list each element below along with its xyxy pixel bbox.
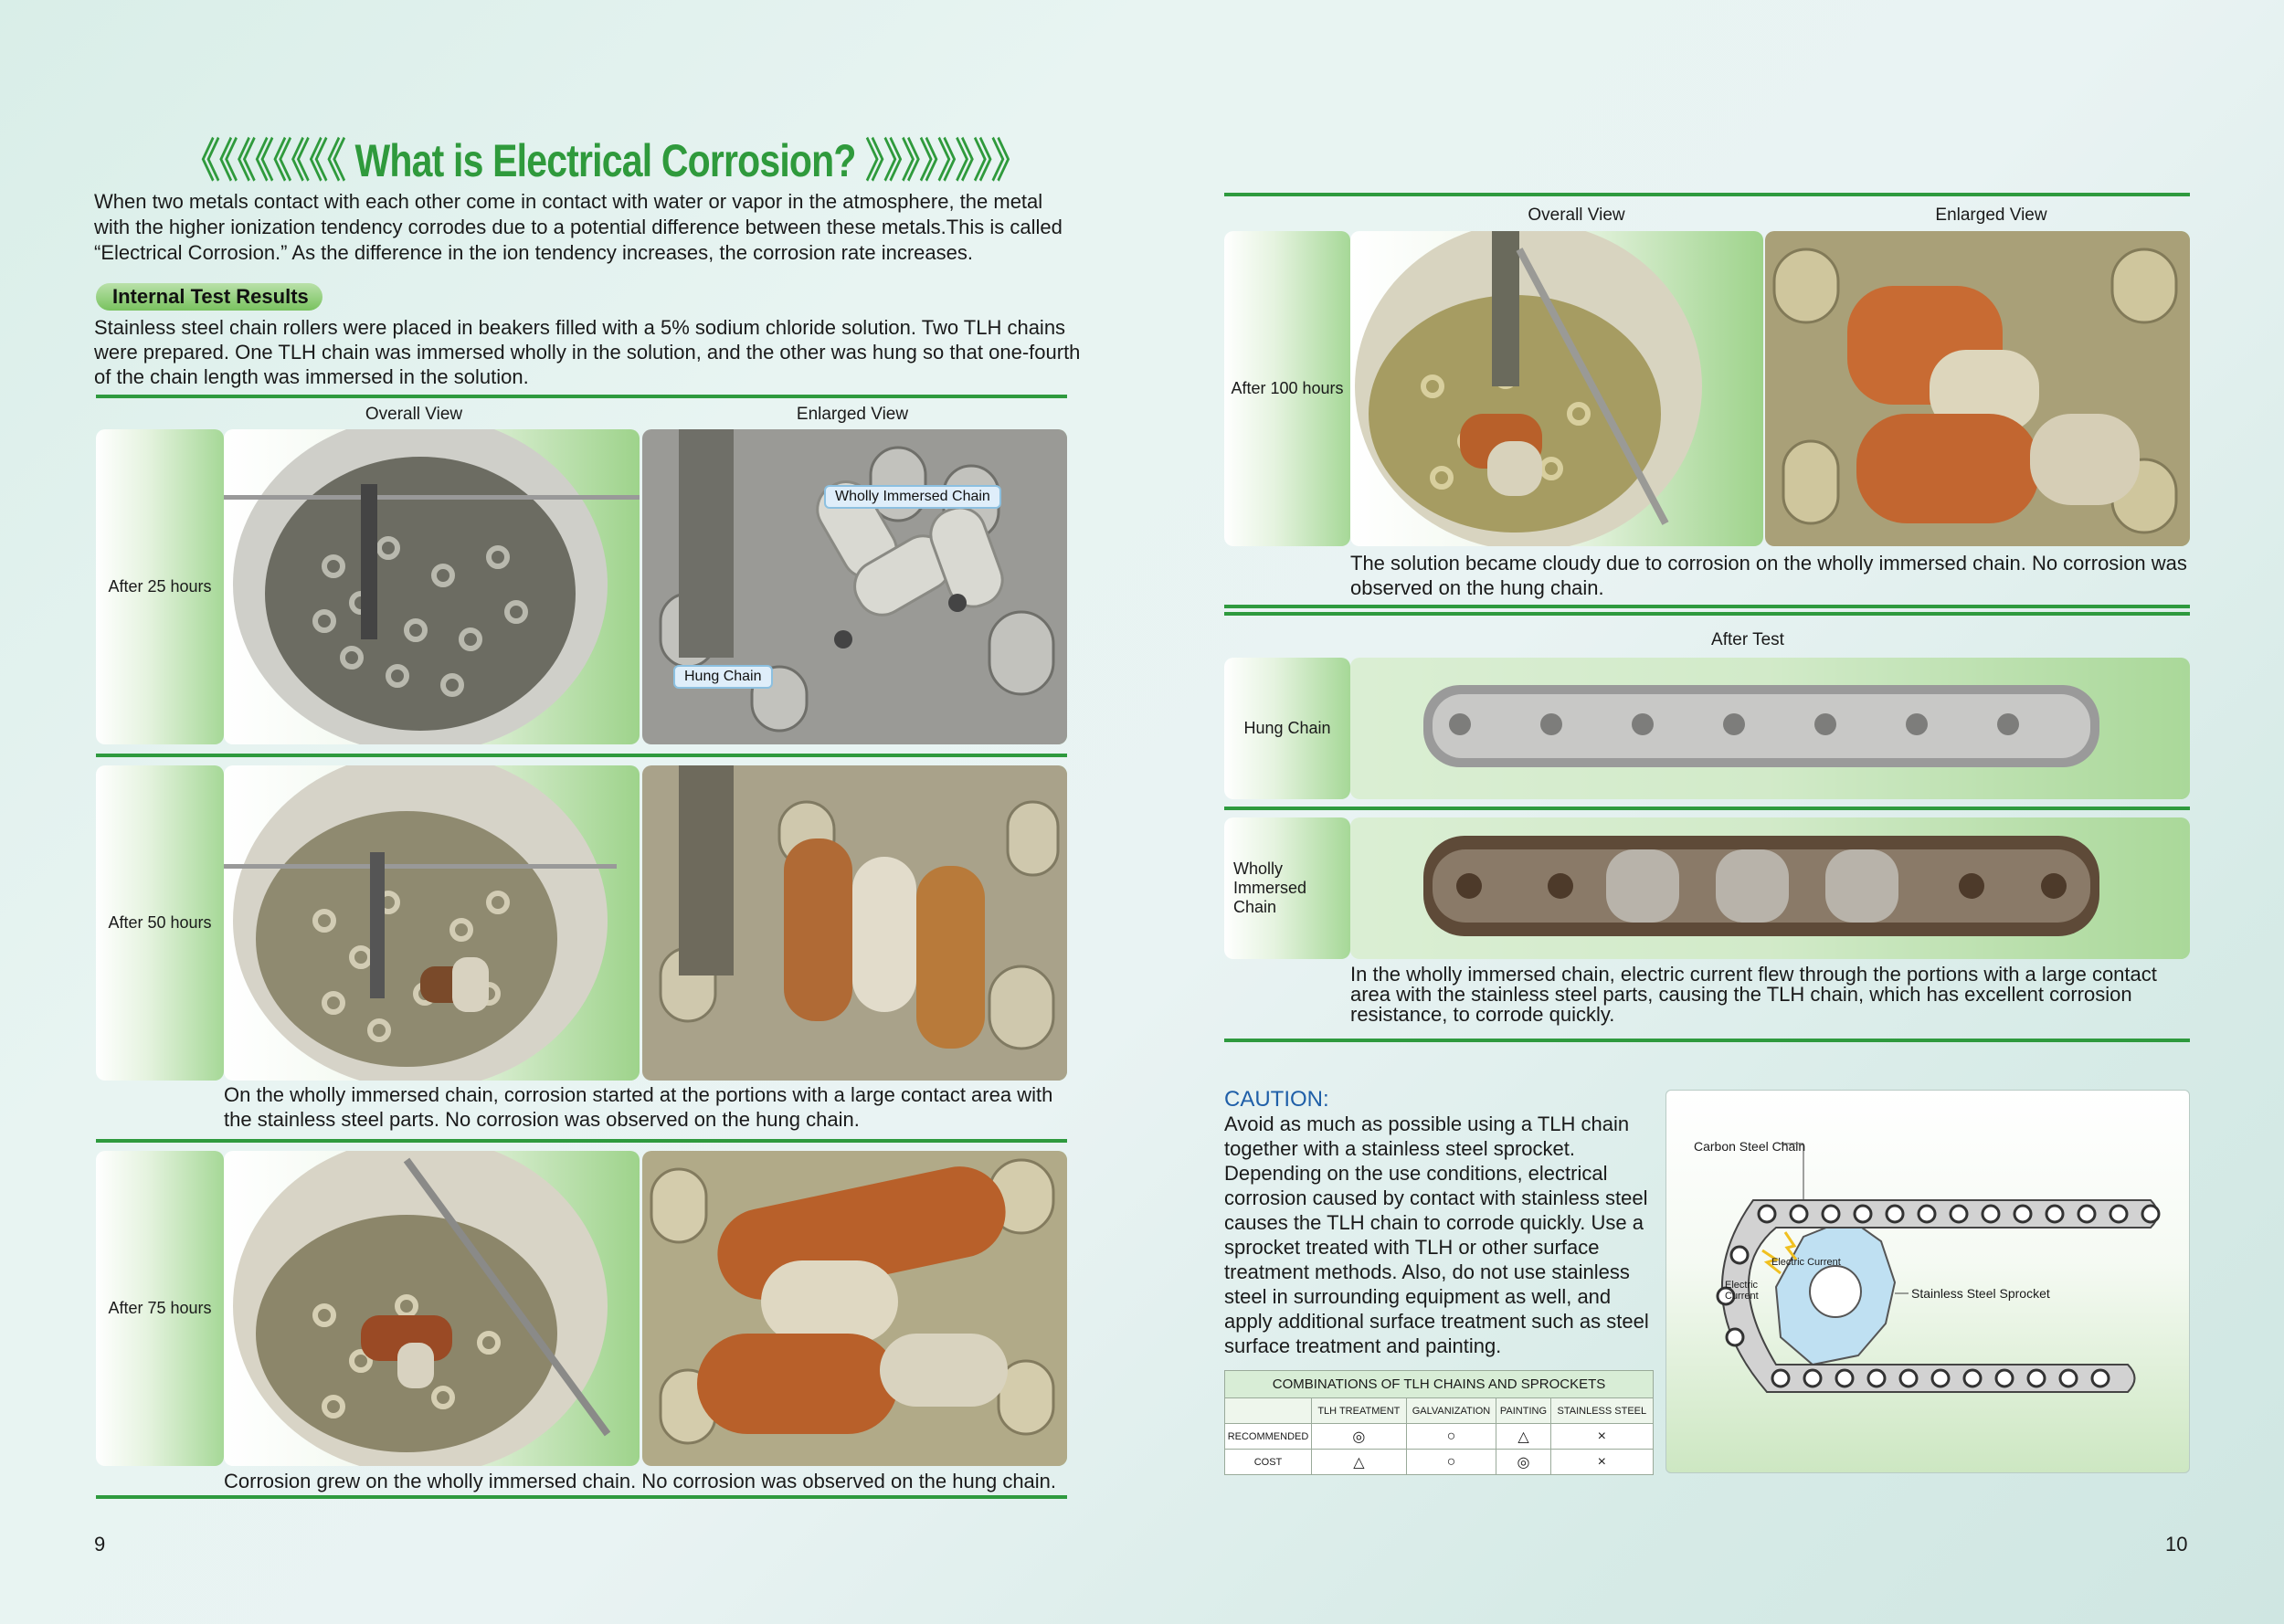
photo-overall-75h: [224, 1151, 640, 1466]
table-cell: ◎: [1496, 1450, 1550, 1475]
photo-enlarged-100h: [1765, 231, 2190, 546]
page-title: 《《《《《《《《 What is Electrical Corrosion? 》》》》》》》》: [183, 135, 1029, 186]
chain-sprocket-diagram: [1665, 1090, 2190, 1473]
photo-enlarged-50h: [642, 765, 1067, 1081]
row-label: RECOMMENDED: [1225, 1424, 1312, 1450]
label-stainless-sprocket: Stainless Steel Sprocket: [1911, 1286, 2050, 1301]
photo-hung-chain: [1350, 658, 2190, 799]
table-cell: ×: [1550, 1424, 1653, 1450]
divider: [96, 395, 1067, 398]
divider: [1224, 1039, 2190, 1042]
row-label-wholly-immersed: Wholly Immersed Chain: [1224, 817, 1350, 959]
caption-100h: The solution became cloudy due to corrosion on the wholly immersed chain. No corrosion was observed on the hung chain.: [1350, 552, 2187, 599]
after-test-heading: After Test: [1711, 630, 1784, 649]
photo-overall-25h: [224, 429, 640, 744]
table-row: [1225, 1424, 1654, 1450]
divider: [96, 754, 1067, 757]
col-overall-view: Overall View: [365, 405, 463, 424]
caption-after-test: In the wholly immersed chain, electric current flew through the portions with a large contact area with the stainless steel parts, causing the TLH chain, which has excellent corrosion resistance, to corrode quickly.: [1350, 963, 2157, 1026]
col-overall-view-right: Overall View: [1528, 206, 1625, 225]
label-electric-current-1: Electric Current: [1771, 1257, 1841, 1268]
photo-overall-50h: [224, 765, 640, 1081]
table-header: PAINTING: [1496, 1398, 1550, 1424]
table-header: GALVANIZATION: [1406, 1398, 1496, 1424]
table-header: TLH TREATMENT: [1312, 1398, 1407, 1424]
label-electric-current-2: Electric Current: [1725, 1280, 1759, 1302]
caption-75h: Corrosion grew on the wholly immersed chain. No corrosion was observed on the hung chain.: [224, 1470, 1057, 1492]
row-label-50h: After 50 hours: [96, 765, 224, 1081]
row-label-25h: After 25 hours: [96, 429, 224, 744]
divider: [1224, 193, 2190, 196]
row-label-hung-chain: Hung Chain: [1224, 658, 1350, 799]
table-cell: ×: [1550, 1450, 1653, 1475]
table-cell: △: [1312, 1450, 1407, 1475]
photo-overall-100h: [1350, 231, 1763, 546]
row-label-100h: After 100 hours: [1224, 231, 1350, 546]
caution-title: CAUTION:: [1224, 1087, 1329, 1112]
callout-wholly-immersed: Wholly Immersed Chain: [824, 485, 1001, 509]
table-cell: ◎: [1312, 1424, 1407, 1450]
intro-paragraph: When two metals contact with each other come in contact with water or vapor in the atmosphere, the metal with the higher ionization tendency corrodes due to a potential difference between these metals.This is called “Electrical Corrosion.” As the difference in the ion tendency increases, the corrosion rate increases.: [94, 190, 1063, 264]
row-label: COST: [1225, 1450, 1312, 1475]
caution-body: Avoid as much as possible using a TLH chain together with a stainless steel sprocket. Depending on the use conditions, electrical corrosion caused by contact with stainless steel causes the TLH chain to corrode quickly. Use a sprocket treated with TLH or other surface treatment methods. Also, do not use stainless steel in surrounding equipment as well, and apply additional surface treatment such as steel surface treatment and painting.: [1224, 1113, 1649, 1357]
photo-enlarged-75h: [642, 1151, 1067, 1466]
photo-wholly-immersed-chain: [1350, 817, 2190, 959]
col-enlarged-view: Enlarged View: [796, 405, 909, 424]
callout-hung-chain: Hung Chain: [673, 665, 773, 689]
page-number-left: 9: [94, 1533, 106, 1555]
col-enlarged-view-right: Enlarged View: [1935, 206, 2047, 225]
divider: [96, 1495, 1067, 1499]
section-label: Internal Test Results: [96, 283, 323, 311]
table-title: COMBINATIONS OF TLH CHAINS AND SPROCKETS: [1225, 1371, 1654, 1398]
divider: [96, 1139, 1067, 1143]
table-cell: ○: [1406, 1424, 1496, 1450]
caption-50h: On the wholly immersed chain, corrosion started at the portions with a large contact area with the stainless steel parts. No corrosion was observed on the hung chain.: [224, 1083, 1053, 1131]
divider: [1224, 605, 2190, 608]
photo-enlarged-25h: [642, 429, 1067, 744]
test-description: Stainless steel chain rollers were placed in beakers filled with a 5% sodium chloride solution. Two TLH chains were prepared. One TLH chain was immersed wholly in the solution, and the other was hung so that one-fourth of the chain length was immersed in the solution.: [94, 316, 1081, 388]
table-corner: [1225, 1398, 1312, 1424]
table-cell: △: [1496, 1424, 1550, 1450]
page-number-right: 10: [2165, 1533, 2188, 1555]
divider: [1224, 807, 2190, 810]
label-carbon-steel-chain: Carbon Steel Chain: [1694, 1139, 1806, 1154]
table-cell: ○: [1406, 1450, 1496, 1475]
table-header: STAINLESS STEEL: [1550, 1398, 1653, 1424]
combinations-table: [1224, 1370, 1654, 1475]
row-label-75h: After 75 hours: [96, 1151, 224, 1466]
table-row: [1225, 1450, 1654, 1475]
